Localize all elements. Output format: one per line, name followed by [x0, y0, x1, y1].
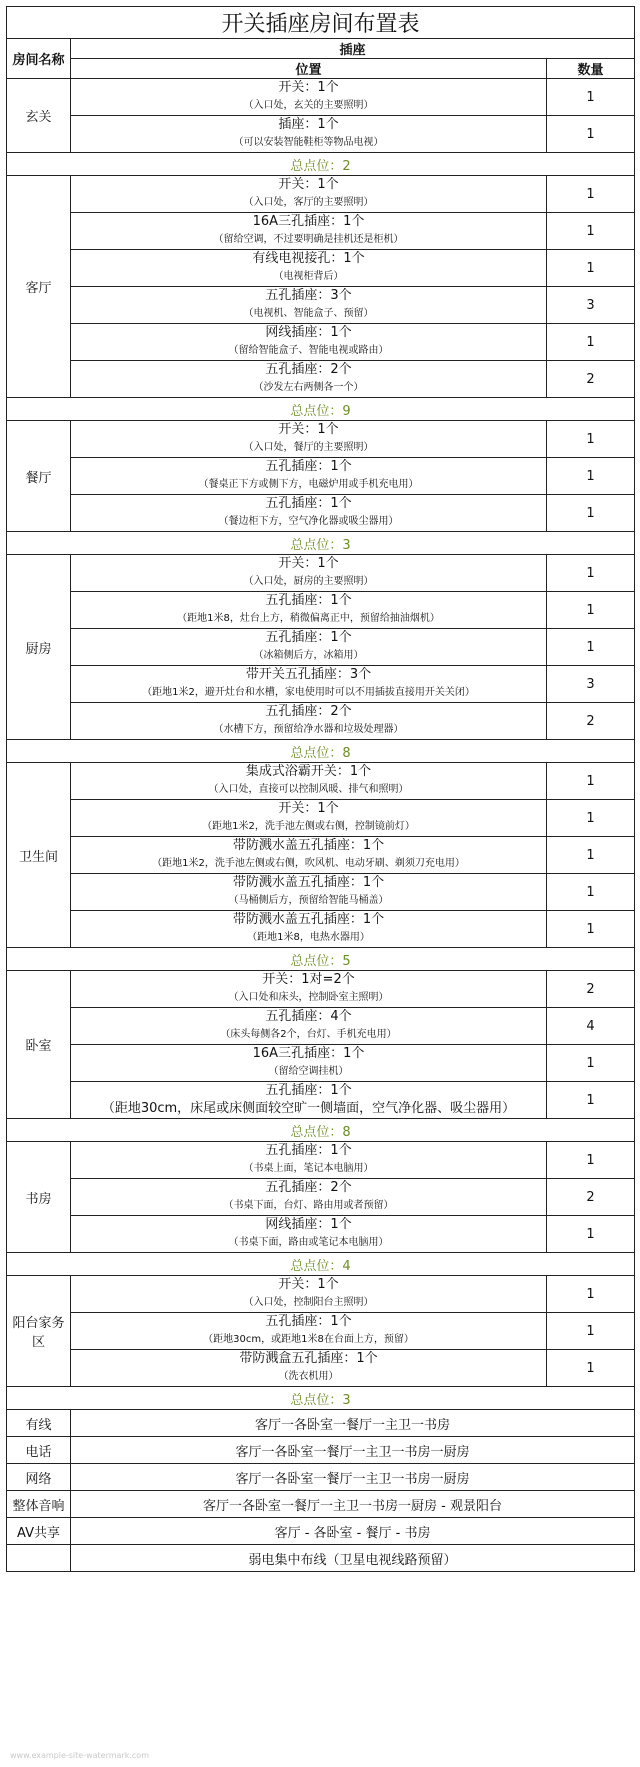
- quantity-cell: 1: [547, 1142, 635, 1179]
- position-cell: [71, 324, 547, 361]
- socket-note-label: （距地1米2，避开灶台和水槽，家电使用时可以不用插拔直接用开关关闭）: [142, 687, 475, 698]
- position-cell: [71, 1216, 547, 1253]
- position-cell: [71, 250, 547, 287]
- total-row: [7, 1119, 635, 1142]
- room-name-cell: 厨房: [7, 555, 71, 740]
- socket-type-label: 带防溅水盖五孔插座：1个: [232, 838, 385, 853]
- quantity-cell: 1: [547, 421, 635, 458]
- room-name-cell: 阳台家务区: [7, 1276, 71, 1387]
- socket-note-label: （距地1米8，灶台上方，稍微偏离正中，预留给抽油烟机）: [177, 613, 440, 624]
- quantity-cell: 2: [547, 361, 635, 398]
- socket-type-label: 集成式浴霸开关：1个: [245, 764, 372, 779]
- socket-type-label: 五孔插座：1个: [265, 1314, 352, 1329]
- socket-note-label: （距地1米8，电热水器用）: [247, 932, 370, 943]
- position-cell: [71, 1179, 547, 1216]
- quantity-cell: 1: [547, 874, 635, 911]
- header-quantity: 数量: [547, 59, 635, 79]
- socket-type-label: 开关：1个: [278, 801, 339, 816]
- wiring-label: [7, 1545, 71, 1572]
- table-title: 开关插座房间布置表: [7, 7, 635, 39]
- total-row: [7, 532, 635, 555]
- table-row: [7, 800, 635, 837]
- table-row: [7, 629, 635, 666]
- quantity-cell: 1: [547, 1350, 635, 1387]
- position-cell: [71, 361, 547, 398]
- table-row: [7, 1082, 635, 1119]
- socket-note-label: （马桶侧后方，预留给智能马桶盖）: [228, 895, 389, 906]
- room-name-cell: 卫生间: [7, 763, 71, 948]
- table-row: [7, 592, 635, 629]
- room-total: 总点位：8: [7, 740, 635, 763]
- socket-type-label: 有线电视接孔：1个: [252, 251, 365, 266]
- wiring-row: [7, 1410, 635, 1437]
- quantity-cell: 1: [547, 800, 635, 837]
- socket-type-label: 带防溅盒五孔插座：1个: [239, 1351, 378, 1366]
- socket-note-label: （距地1米2，洗手池左侧或右侧，控制镜前灯）: [202, 821, 415, 832]
- quantity-cell: 1: [547, 1216, 635, 1253]
- socket-type-label: 五孔插座：2个: [265, 362, 352, 377]
- wiring-row: [7, 1437, 635, 1464]
- table-row: [7, 1350, 635, 1387]
- layout-table-sheet: [6, 6, 634, 1572]
- table-row: [7, 703, 635, 740]
- wiring-route: 客厅一各卧室一餐厅一主卫一书房一厨房 - 观景阳台: [71, 1491, 635, 1518]
- socket-type-label: 带防溅水盖五孔插座：1个: [232, 875, 385, 890]
- quantity-cell: 1: [547, 555, 635, 592]
- header-socket: 插座: [71, 39, 635, 59]
- position-cell: [71, 703, 547, 740]
- total-row: [7, 948, 635, 971]
- wiring-label: 电话: [7, 1437, 71, 1464]
- table-row: [7, 1045, 635, 1082]
- quantity-cell: 1: [547, 629, 635, 666]
- position-cell: [71, 874, 547, 911]
- quantity-cell: 1: [547, 79, 635, 116]
- quantity-cell: 1: [547, 250, 635, 287]
- header-position: 位置: [71, 59, 547, 79]
- socket-note-label: （餐桌正下方或侧下方，电磁炉用或手机充电用）: [198, 479, 419, 490]
- total-row: [7, 398, 635, 421]
- room-name-cell: 玄关: [7, 79, 71, 153]
- footer-rows: [7, 1410, 635, 1572]
- socket-type-label: 网线插座：1个: [265, 1217, 352, 1232]
- socket-type-label: 开关：1个: [278, 556, 339, 571]
- quantity-cell: 1: [547, 763, 635, 800]
- table-row: [7, 176, 635, 213]
- quantity-cell: 1: [547, 592, 635, 629]
- position-cell: [71, 911, 547, 948]
- quantity-cell: 4: [547, 1008, 635, 1045]
- quantity-cell: 1: [547, 176, 635, 213]
- socket-type-label: 五孔插座：1个: [265, 459, 352, 474]
- watermark: www.example-site-watermark.com: [10, 1751, 149, 1760]
- socket-note-label: （水槽下方，预留给净水器和垃圾处理器）: [213, 724, 404, 735]
- socket-note-label: （书桌下面，台灯、路由用或者预留）: [223, 1200, 394, 1211]
- socket-note-label: （入口处，控制阳台主照明）: [243, 1297, 374, 1308]
- wiring-row: [7, 1464, 635, 1491]
- socket-note-label: （可以安装智能鞋柜等物品电视）: [233, 137, 384, 148]
- table-row: [7, 1008, 635, 1045]
- position-cell: [71, 1142, 547, 1179]
- position-cell: [71, 176, 547, 213]
- table-row: [7, 324, 635, 361]
- socket-note-label: （留给空调，不过要明确是挂机还是柜机）: [213, 234, 404, 245]
- quantity-cell: 1: [547, 213, 635, 250]
- position-cell: [71, 1008, 547, 1045]
- table-row: [7, 116, 635, 153]
- socket-type-label: 五孔插座：4个: [265, 1009, 352, 1024]
- wiring-label: 整体音响: [7, 1491, 71, 1518]
- socket-type-label: 五孔插座：1个: [265, 1143, 352, 1158]
- socket-note-label: （入口处，餐厅的主要照明）: [243, 442, 374, 453]
- socket-type-label: 开关：1个: [278, 80, 339, 95]
- socket-type-label: 五孔插座：1个: [265, 1083, 352, 1098]
- position-cell: [71, 116, 547, 153]
- socket-note-label: （入口处，玄关的主要照明）: [243, 100, 374, 111]
- table-row: [7, 911, 635, 948]
- position-cell: [71, 1276, 547, 1313]
- quantity-cell: 1: [547, 1313, 635, 1350]
- total-row: [7, 1387, 635, 1410]
- table-row: [7, 666, 635, 703]
- socket-note-label: （沙发左右两侧各一个）: [253, 382, 364, 393]
- position-cell: [71, 213, 547, 250]
- total-row: [7, 153, 635, 176]
- position-cell: [71, 1350, 547, 1387]
- socket-note-label: （书桌下面，路由或笔记本电脑用）: [228, 1237, 389, 1248]
- quantity-cell: 2: [547, 971, 635, 1008]
- quantity-cell: 2: [547, 1179, 635, 1216]
- total-row: [7, 740, 635, 763]
- table-row: [7, 837, 635, 874]
- socket-type-label: 插座：1个: [278, 117, 339, 132]
- socket-type-label: 开关：1个: [278, 422, 339, 437]
- socket-layout-table: [6, 6, 635, 1572]
- socket-note-label: （电视机、智能盒子、预留）: [243, 308, 374, 319]
- room-sections: [7, 79, 635, 1410]
- socket-type-label: 带开关五孔插座：3个: [245, 667, 372, 682]
- wiring-route: 客厅一各卧室一餐厅一主卫一书房一厨房: [71, 1464, 635, 1491]
- table-row: [7, 495, 635, 532]
- socket-type-label: 16A三孔插座：1个: [252, 214, 365, 229]
- position-cell: [71, 629, 547, 666]
- wiring-label: 有线: [7, 1410, 71, 1437]
- quantity-cell: 1: [547, 116, 635, 153]
- table-row: [7, 1179, 635, 1216]
- socket-note-label: （入口处和床头，控制卧室主照明）: [228, 992, 389, 1003]
- wiring-route: 弱电集中布线（卫星电视线路预留）: [71, 1545, 635, 1572]
- room-total: 总点位：3: [7, 1387, 635, 1410]
- table-row: [7, 555, 635, 592]
- socket-note-label: （电视柜背后）: [273, 271, 344, 282]
- table-row: [7, 971, 635, 1008]
- position-cell: [71, 837, 547, 874]
- socket-note-label: （留给智能盒子、智能电视或路由）: [228, 345, 389, 356]
- table-row: [7, 763, 635, 800]
- socket-type-label: 16A三孔插座：1个: [252, 1046, 365, 1061]
- socket-note-label: （距地1米2，洗手池左侧或右侧，吹风机、电动牙刷、剃须刀充电用）: [152, 858, 465, 869]
- socket-note-label: （入口处，厨房的主要照明）: [243, 576, 374, 587]
- room-total: 总点位：3: [7, 532, 635, 555]
- room-total: 总点位：2: [7, 153, 635, 176]
- table-row: [7, 1216, 635, 1253]
- position-cell: [71, 763, 547, 800]
- socket-type-label: 开关：1个: [278, 1277, 339, 1292]
- quantity-cell: 3: [547, 287, 635, 324]
- table-row: [7, 1313, 635, 1350]
- position-cell: [71, 421, 547, 458]
- room-total: 总点位：9: [7, 398, 635, 421]
- position-cell: [71, 458, 547, 495]
- quantity-cell: 3: [547, 666, 635, 703]
- socket-note-label: （留给空调挂机）: [268, 1066, 349, 1077]
- socket-type-label: 五孔插座：1个: [265, 630, 352, 645]
- wiring-route: 客厅一各卧室一餐厅一主卫一书房一厨房: [71, 1437, 635, 1464]
- room-total: 总点位：8: [7, 1119, 635, 1142]
- quantity-cell: 1: [547, 495, 635, 532]
- position-cell: [71, 555, 547, 592]
- position-cell: [71, 495, 547, 532]
- position-cell: [71, 1045, 547, 1082]
- table-row: [7, 874, 635, 911]
- socket-note-label: （餐边柜下方，空气净化器或吸尘器用）: [218, 516, 399, 527]
- socket-type-label: 网线插座：1个: [265, 325, 352, 340]
- total-row: [7, 1253, 635, 1276]
- socket-type-label: 五孔插座：2个: [265, 1180, 352, 1195]
- position-cell: [71, 971, 547, 1008]
- wiring-label: AV共享: [7, 1518, 71, 1545]
- socket-note-label: （洗衣机用）: [278, 1371, 339, 1382]
- socket-note-label: （床头每侧各2个，台灯、手机充电用）: [220, 1029, 397, 1040]
- socket-note-label: （距地30cm，或距地1米8在台面上方，预留）: [203, 1334, 414, 1345]
- table-row: [7, 361, 635, 398]
- table-row: [7, 250, 635, 287]
- wiring-row: [7, 1491, 635, 1518]
- socket-type-label: 五孔插座：2个: [265, 704, 352, 719]
- socket-type-label: 带防溅水盖五孔插座：1个: [232, 912, 385, 927]
- wiring-route: 客厅 - 各卧室 - 餐厅 - 书房: [71, 1518, 635, 1545]
- room-name-cell: 客厅: [7, 176, 71, 398]
- room-total: 总点位：4: [7, 1253, 635, 1276]
- socket-type-label: 五孔插座：1个: [265, 496, 352, 511]
- position-cell: [71, 666, 547, 703]
- socket-type-label: 五孔插座：3个: [265, 288, 352, 303]
- socket-type-label: 开关：1对=2个: [262, 972, 355, 987]
- position-cell: [71, 800, 547, 837]
- table-row: [7, 287, 635, 324]
- quantity-cell: 1: [547, 458, 635, 495]
- socket-type-label: 开关：1个: [278, 177, 339, 192]
- quantity-cell: 1: [547, 1082, 635, 1119]
- table-row: [7, 421, 635, 458]
- position-cell: [71, 592, 547, 629]
- quantity-cell: 1: [547, 837, 635, 874]
- table-row: [7, 79, 635, 116]
- quantity-cell: 1: [547, 911, 635, 948]
- socket-note-label: （书桌上面，笔记本电脑用）: [243, 1163, 374, 1174]
- position-cell: [71, 287, 547, 324]
- quantity-cell: 1: [547, 324, 635, 361]
- socket-note-label: （距地30cm，床尾或床侧面较空旷一侧墙面，空气净化器、吸尘器用）: [101, 1101, 516, 1116]
- table-row: [7, 1142, 635, 1179]
- wiring-row: [7, 1518, 635, 1545]
- table-row: [7, 1276, 635, 1313]
- wiring-route: 客厅一各卧室一餐厅一主卫一书房: [71, 1410, 635, 1437]
- position-cell: [71, 1313, 547, 1350]
- room-name-cell: 餐厅: [7, 421, 71, 532]
- position-cell: [71, 1082, 547, 1119]
- table-row: [7, 458, 635, 495]
- room-name-cell: 书房: [7, 1142, 71, 1253]
- position-cell: [71, 79, 547, 116]
- quantity-cell: 1: [547, 1045, 635, 1082]
- wiring-label: 网络: [7, 1464, 71, 1491]
- room-total: 总点位：5: [7, 948, 635, 971]
- quantity-cell: 2: [547, 703, 635, 740]
- room-name-cell: 卧室: [7, 971, 71, 1119]
- socket-note-label: （入口处，客厅的主要照明）: [243, 197, 374, 208]
- socket-note-label: （入口处，直接可以控制风暖、排气和照明）: [208, 784, 409, 795]
- socket-note-label: （冰箱侧后方，冰箱用）: [253, 650, 364, 661]
- quantity-cell: 1: [547, 1276, 635, 1313]
- table-row: [7, 213, 635, 250]
- wiring-row: [7, 1545, 635, 1572]
- socket-type-label: 五孔插座：1个: [265, 593, 352, 608]
- header-room: 房间名称: [7, 39, 71, 79]
